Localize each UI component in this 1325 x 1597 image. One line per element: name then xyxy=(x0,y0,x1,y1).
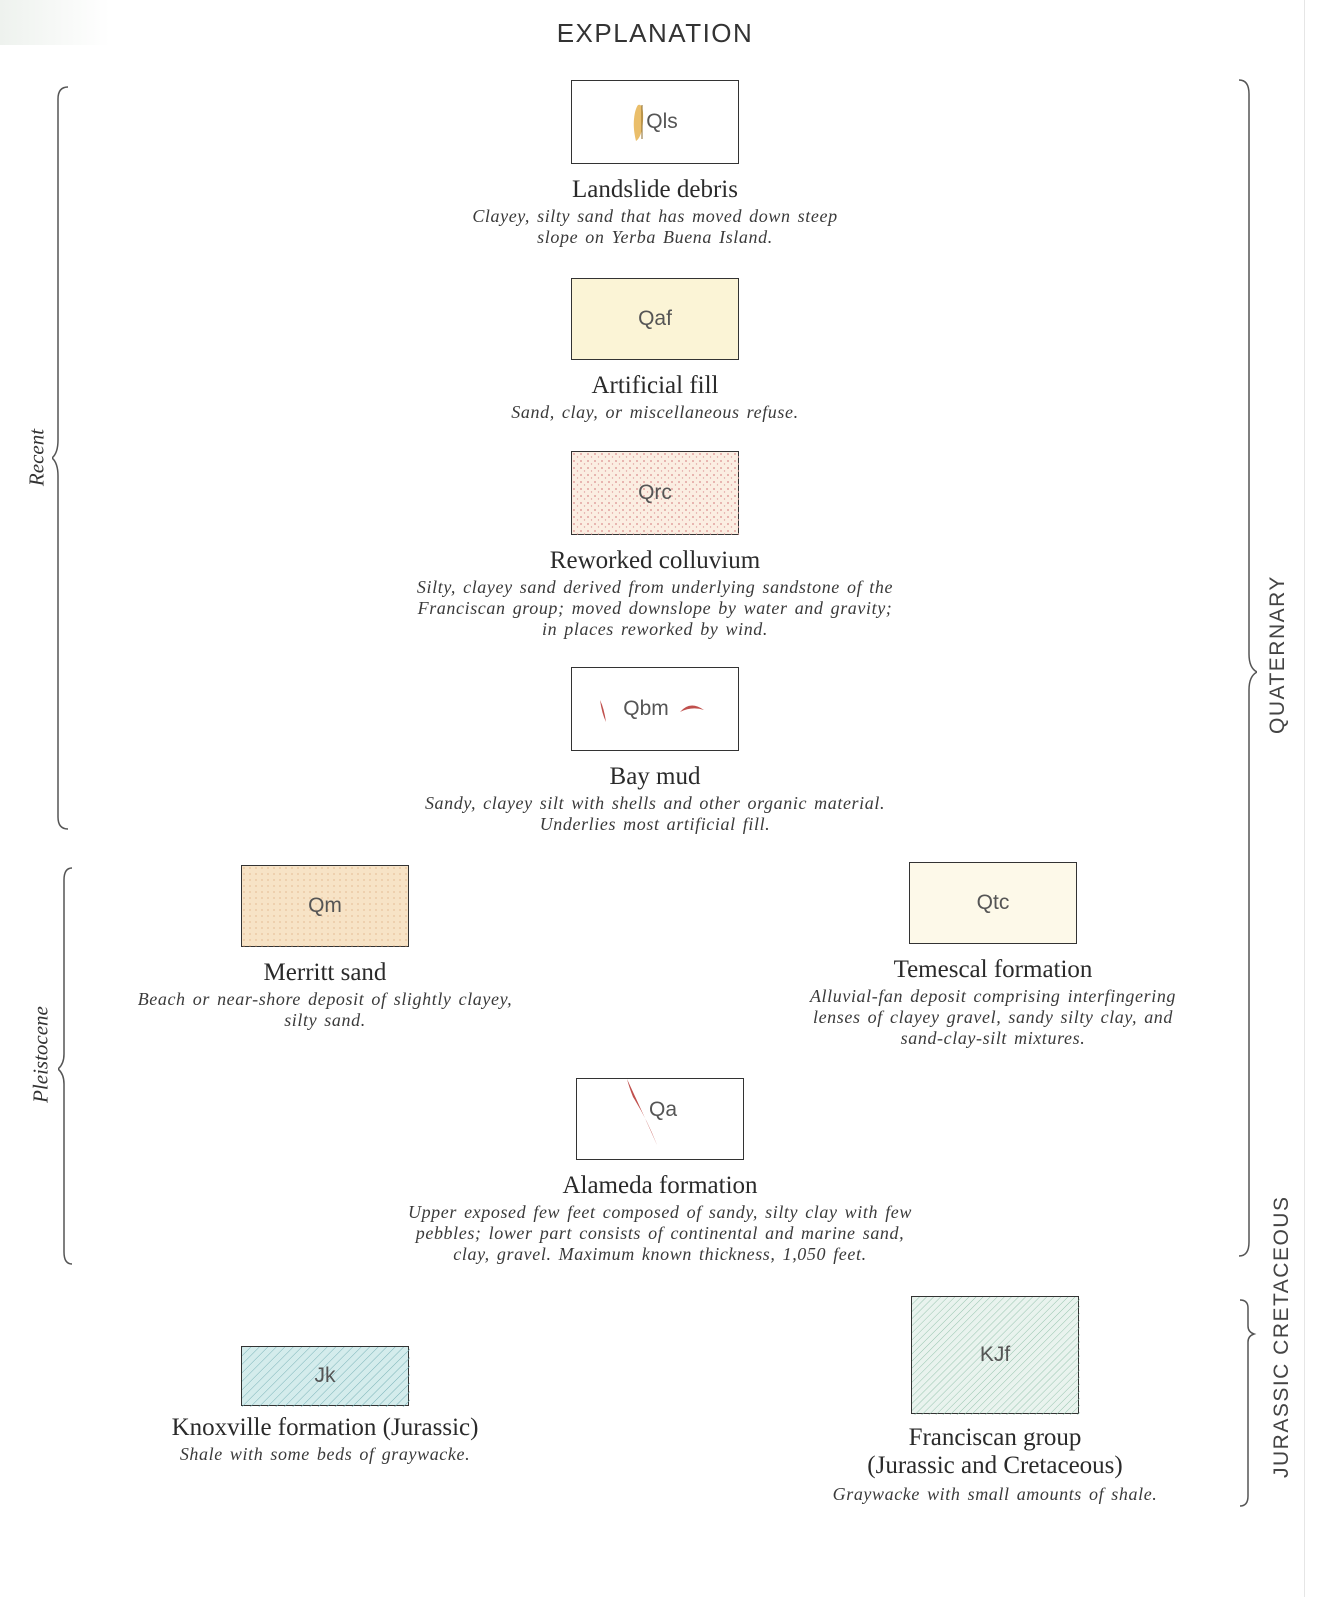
swatch-qa xyxy=(576,1078,744,1160)
unit-desc-qa: Upper exposed few feet composed of sandy, silty clay with few pebbles; lower part consists of continental and marine sand, clay, gravel. Maximum known thickness, 1,050 feet. xyxy=(407,1202,912,1264)
unit-desc-qls: Clayey, silty sand that has moved down steep slope on Yerba Buena Island. xyxy=(472,206,838,247)
swatch-qaf xyxy=(571,278,739,360)
swatch-qrc xyxy=(571,451,739,535)
epoch-label-recent: Recent xyxy=(24,428,49,487)
legend-unit-qls xyxy=(390,80,920,248)
symbol-qtc: Qtc xyxy=(976,891,1010,914)
unit-desc-jk: Shale with some beds of graywacke. xyxy=(179,1444,471,1464)
recent-bracket xyxy=(52,85,72,831)
pleistocene-bracket xyxy=(58,866,78,1266)
legend-unit-qa xyxy=(335,1078,985,1265)
legend-unit-jk xyxy=(90,1346,560,1465)
unit-desc-kjf: Graywacke with small amounts of shale. xyxy=(832,1484,1158,1504)
symbol-qaf: Qaf xyxy=(638,307,672,330)
symbol-kjf: KJf xyxy=(979,1343,1011,1366)
legend-unit-qaf xyxy=(390,278,920,423)
unit-desc-qm: Beach or near-shore deposit of slightly clayey, silty sand. xyxy=(137,989,513,1030)
unit-name-qtc: Temescal formation xyxy=(893,956,1093,983)
legend-unit-qbm xyxy=(330,667,980,835)
jurassic-cretaceous-bracket xyxy=(1238,1298,1260,1510)
symbol-qa: Qa xyxy=(648,1098,677,1121)
unit-name-qbm: Bay mud xyxy=(609,763,701,790)
symbol-qls: Qls xyxy=(646,110,678,133)
swatch-qbm xyxy=(571,667,739,751)
unit-desc-qtc: Alluvial-fan deposit comprising interfingering lenses of clayey gravel, sandy silty clay, and sand-clay-silt mixtures. xyxy=(809,986,1177,1048)
epoch-label-pleistocene: Pleistocene xyxy=(28,1006,53,1103)
legend-unit-qtc xyxy=(748,862,1238,1049)
unit-name-jk: Knoxville formation (Jurassic) xyxy=(171,1414,479,1441)
swatch-kjf xyxy=(911,1296,1079,1414)
legend-unit-qrc xyxy=(330,451,980,640)
unit-name-qa: Alameda formation xyxy=(562,1172,758,1199)
symbol-qrc: Qrc xyxy=(638,481,672,504)
unit-desc-qbm: Sandy, clayey silt with shells and other organic material. Underlies most artificial fill. xyxy=(424,793,886,834)
unit-name-qm: Merritt sand xyxy=(263,959,387,986)
swatch-qtc xyxy=(909,862,1077,944)
symbol-qbm: Qbm xyxy=(623,697,669,720)
unit-name-qrc: Reworked colluvium xyxy=(549,547,761,574)
unit-name-kjf: Franciscan group (Jurassic and Cretaceous) xyxy=(867,1424,1123,1479)
page-edge xyxy=(1304,0,1305,1597)
legend-unit-kjf xyxy=(760,1296,1230,1505)
swatch-jk xyxy=(241,1346,409,1406)
period-label-jurassic-cretaceous: JURASSIC CRETACEOUS xyxy=(1270,1195,1293,1478)
symbol-qm: Qm xyxy=(308,894,342,917)
page-title: EXPLANATION xyxy=(556,18,754,48)
quaternary-bracket xyxy=(1235,78,1257,1258)
swatch-qm xyxy=(241,865,409,947)
period-label-quaternary: QUATERNARY xyxy=(1266,575,1289,734)
unit-name-qaf: Artificial fill xyxy=(591,372,719,399)
swatch-qls xyxy=(571,80,739,164)
unit-desc-qrc: Silty, clayey sand derived from underlying sandstone of the Franciscan group; moved downslope by water and gravity; in places reworked by wind. xyxy=(416,577,894,639)
unit-desc-qaf: Sand, clay, or miscellaneous refuse. xyxy=(511,402,799,422)
legend-unit-qm xyxy=(80,865,570,1031)
unit-name-qls: Landslide debris xyxy=(572,176,738,203)
symbol-jk: Jk xyxy=(314,1364,336,1387)
